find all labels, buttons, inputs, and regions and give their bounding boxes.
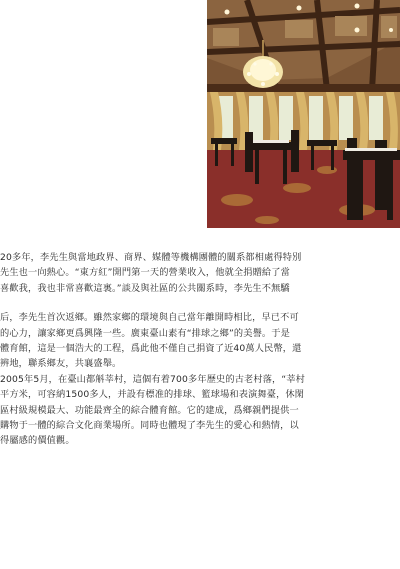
article-paragraph-1 xyxy=(0,250,400,296)
text-line: 平方米，可容納1500多人，并設有標准的排球、籃球場和表演舞臺，休閑 xyxy=(0,389,305,401)
text-line: 喜歡我，我也非常喜歡這裏。”談及與社區的公共關系時，李先生不無驕 xyxy=(0,282,290,294)
text-line: 2005年5月，在臺山都斛莘村，這個有着700多年歷史的古老村落，“莘村 xyxy=(0,373,305,385)
article-body xyxy=(0,250,400,449)
paragraph-gap xyxy=(0,296,400,310)
text-line: 20多年，李先生與當地政界、商界、媒體等機構團體的關系都相處得特別 xyxy=(0,252,302,263)
text-line: 購物于一體的綜合文化商業場所。同時也體現了李先生的愛心和熱情，以 xyxy=(0,419,299,431)
text-line: 區村級規模最大、功能最齊全的綜合體育館。它的建成，爲鄉親們提供一 xyxy=(0,404,299,416)
text-line: 的心力，讓家鄉更爲興隆一些。廣東臺山素有“排球之鄉”的美譽。于是 xyxy=(0,327,290,339)
text-line: 體育館，這是一個浩大的工程，爲此他不僅自己捐資了近40萬人民幣，還 xyxy=(0,342,302,354)
text-line: 辨地，聯系鄉友，共襄盛舉。 xyxy=(0,358,122,370)
article-paragraph-2 xyxy=(0,310,400,449)
text-line: 后，李先生首次返鄉。雖然家鄉的環境與自己當年離開時相比，早已不可 xyxy=(0,312,299,324)
restaurant-photo xyxy=(207,0,400,228)
text-line: 先生也一向熱心。“東方紅”開門第一天的營業收入，他就全捐贈給了當 xyxy=(0,267,290,279)
text-line: 得屬感的價值觀。 xyxy=(0,435,75,447)
restaurant-photo-illustration xyxy=(207,0,400,228)
